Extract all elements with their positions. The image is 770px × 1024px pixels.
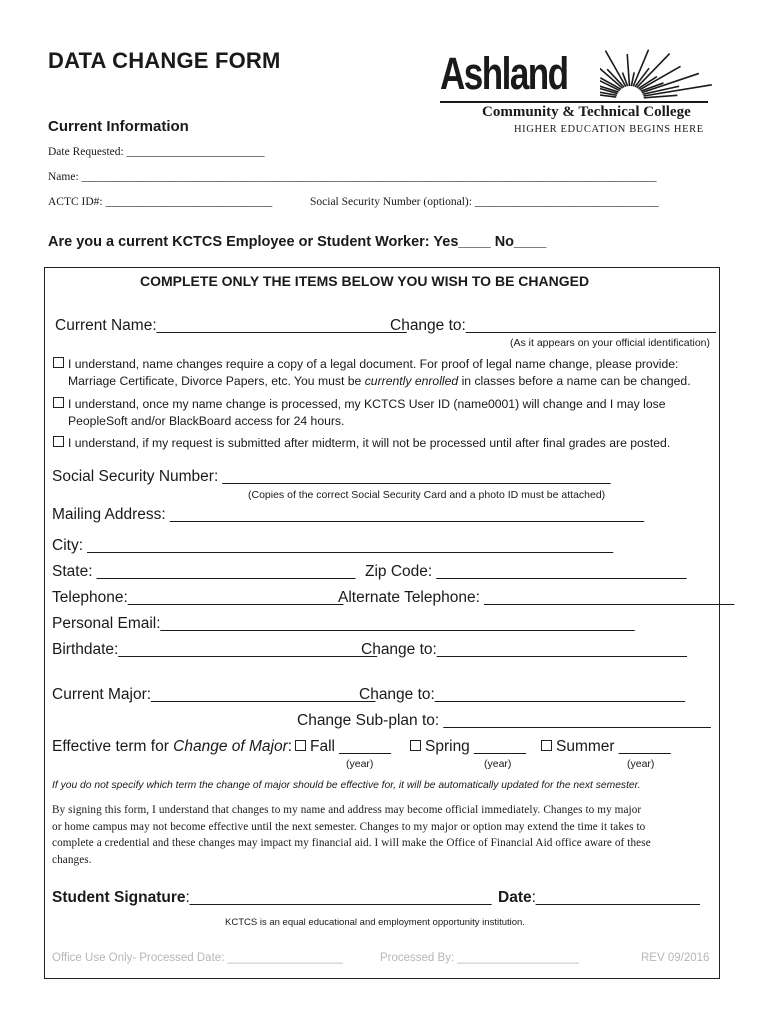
state-field[interactable]: State: ______________________________ [52,563,356,580]
mailing-address-field[interactable]: Mailing Address: _______________________________________________________ [52,506,645,523]
form-title: DATA CHANGE FORM [48,48,281,73]
current-major-field[interactable]: Current Major:__________________________ [52,686,376,703]
checkbox[interactable] [53,397,64,408]
sunburst-ray [627,54,629,86]
checkbox[interactable] [541,740,552,751]
city-field[interactable]: City: _____________________________________________________________ [52,537,614,554]
personal-email-field[interactable]: Personal Email:_______________________________________________________ [52,615,635,632]
birthdate-change-to-field[interactable]: Change to:_____________________________ [361,641,687,658]
logo-tagline: HIGHER EDUCATION BEGINS HERE [514,124,704,135]
current-name-field[interactable]: Current Name:_____________________________ [55,317,407,334]
effective-term-note: If you do not specify which term the change of major should be effective for, it will be automatically updated for the next semester. [52,780,641,791]
birthdate-field[interactable]: Birthdate:______________________________ [52,641,377,658]
spring-year-label: (year) [484,758,512,770]
date-requested-field[interactable]: Date Requested: ________________________ [48,146,265,158]
checkbox[interactable] [295,740,306,751]
employee-question[interactable]: Are you a current KCTCS Employee or Student Worker: Yes____ No____ [48,234,547,250]
checkbox[interactable] [410,740,421,751]
revision-label: REV 09/2016 [641,952,710,964]
logo-rule [440,101,708,103]
sub-plan-field[interactable]: Change Sub-plan to: _______________________________ [297,712,711,729]
name-change-to-field[interactable]: Change to:_____________________________ [390,317,716,334]
checkbox[interactable] [53,436,64,447]
current-info-heading: Current Information [48,118,189,135]
logo-wordmark: Ashland [440,48,568,99]
logo-college-name: Community & Technical College [482,104,691,120]
understand-midterm[interactable]: I understand, if my request is submitted after midterm, it will not be processed until after final grades are posted. [53,435,670,452]
checkbox[interactable] [53,357,64,368]
telephone-field[interactable]: Telephone:_________________________ [52,589,344,606]
understand-name-doc[interactable]: I understand, name changes require a copy of a legal document. For proof of legal name change, please provide: Marriage Certificate, Divorce Papers, etc. You must be currently enrolled in classes before a name can be changed. [53,356,691,390]
actc-id-field[interactable]: ACTC ID#: _____________________________ [48,196,273,208]
sunburst-ray [633,50,648,87]
effective-term-label: Effective term for Change of Major: [52,738,293,755]
name-field[interactable]: Name: ____________________________________________________________________________________________________ [48,171,657,183]
signing-statement: By signing this form, I understand that changes to my name and address may become official immediately. Changes to my major or home campus may not become effective until the next semester. Changes to my major or option may extend the time it takes to complete a credential and these changes may impact my financial aid. I will make the Office of Financial Aid office aware of these changes. [52,804,651,866]
signature-date-field[interactable]: Date:___________________ [498,889,700,906]
summer-year-label: (year) [627,758,655,770]
summer-option[interactable]: Summer ______ [541,738,671,756]
major-change-to-field[interactable]: Change to:_____________________________ [359,686,685,703]
sunburst-icon [600,44,712,102]
zip-code-field[interactable]: Zip Code: _____________________________ [365,563,687,580]
id-note: (As it appears on your official identification) [510,337,710,349]
spring-option[interactable]: Spring ______ [410,738,526,756]
equal-opportunity-statement: KCTCS is an equal educational and employment opportunity institution. [225,917,525,928]
alternate-telephone-field[interactable]: Alternate Telephone: _____________________________ [338,589,735,606]
understand-user-id[interactable]: I understand, once my name change is processed, my KCTCS User ID (name0001) will change and I may lose PeopleSoft and/or BlackBoard access for 24 hours. [53,396,665,430]
ssn-note: (Copies of the correct Social Security Card and a photo ID must be attached) [248,489,606,501]
ssn-field[interactable]: Social Security Number: _____________________________________________ [52,468,611,485]
student-signature-field[interactable]: Student Signature:___________________________________ [52,889,492,906]
office-use-processed-date: Office Use Only- Processed Date: __________________ [52,952,343,964]
box-heading: COMPLETE ONLY THE ITEMS BELOW YOU WISH TO BE CHANGED [140,273,590,289]
office-use-processed-by: Processed By: ___________________ [380,952,579,964]
fall-year-label: (year) [346,758,374,770]
fall-option[interactable]: Fall ______ [295,738,391,756]
ssn-optional-field[interactable]: Social Security Number (optional): ________________________________ [310,196,659,208]
